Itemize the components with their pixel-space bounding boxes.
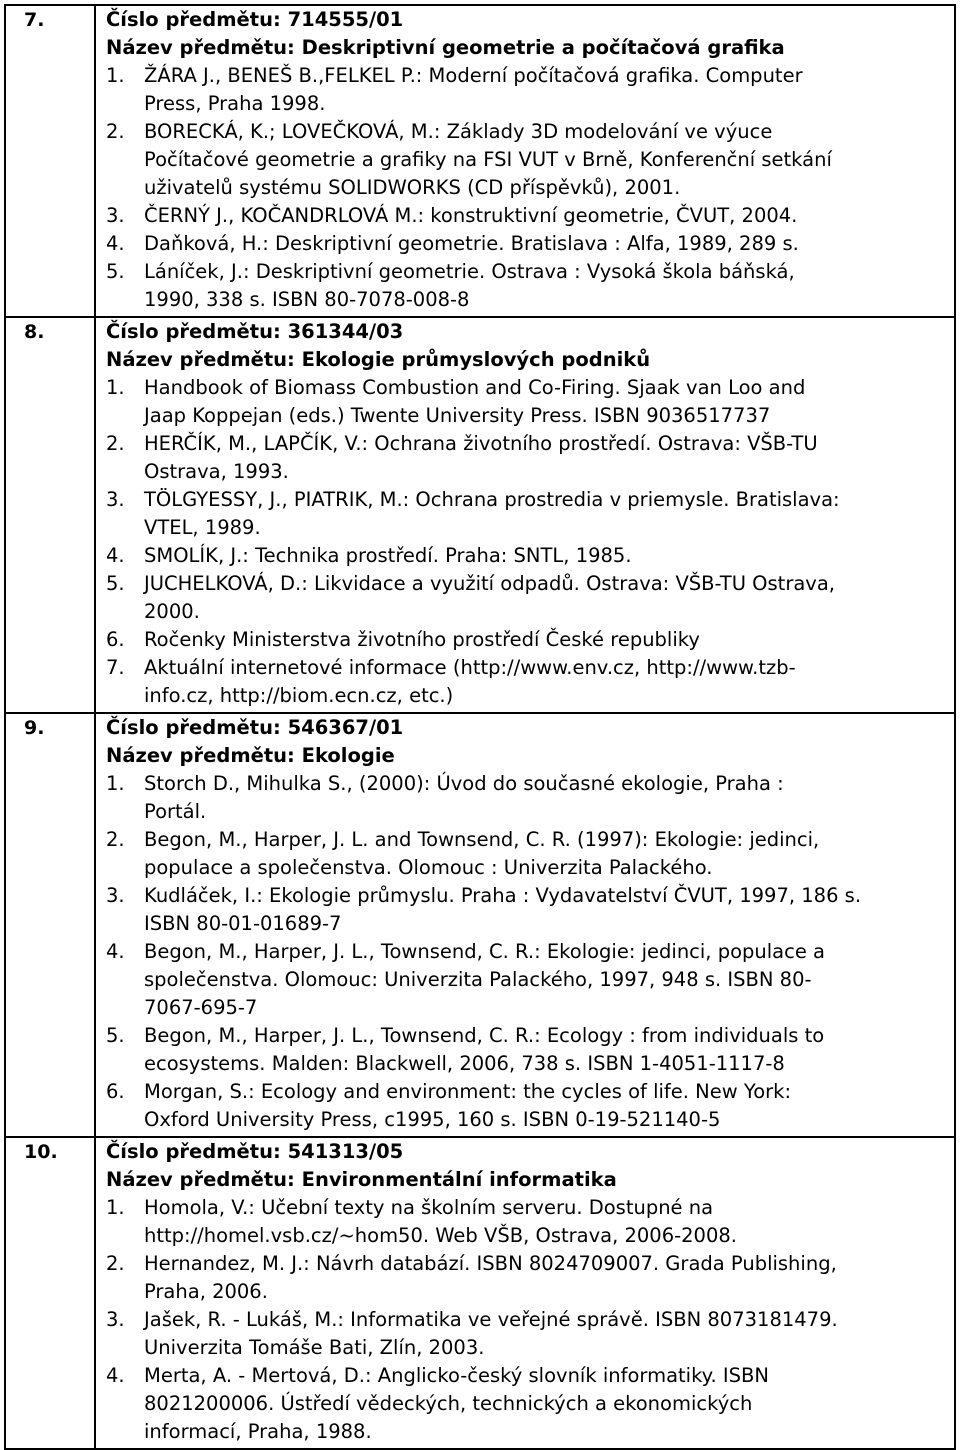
reference-line: Láníček, J.: Deskriptivní geometrie. Ostrava : Vysoká škola báňská,	[144, 260, 795, 283]
reference-line: Portál.	[144, 800, 207, 823]
reference-item	[106, 826, 946, 882]
reference-list	[106, 770, 946, 1134]
reference-index: 5.	[106, 1024, 125, 1047]
reference-item	[106, 1078, 946, 1134]
reference-item	[106, 570, 946, 626]
section-content-cell	[95, 5, 955, 317]
section-number-cell	[5, 713, 95, 1137]
reference-line: Begon, M., Harper, J. L., Townsend, C. R.: Ecology : from individuals to	[144, 1024, 825, 1047]
reference-line: HERČÍK, M., LAPČÍK, V.: Ochrana životního prostředí. Ostrava: VŠB-TU	[144, 432, 818, 455]
reference-line: Press, Praha 1998.	[144, 92, 326, 115]
reference-list	[106, 62, 946, 314]
reference-index: 4.	[106, 544, 125, 567]
section-number-cell	[5, 1137, 95, 1449]
reference-index: 3.	[106, 884, 125, 907]
reference-line: ecosystems. Malden: Blackwell, 2006, 738 s. ISBN 1-4051-1117-8	[144, 1052, 785, 1075]
course-name-heading: Název předmětu: Ekologie průmyslových podniků	[106, 348, 651, 371]
section-number-cell	[5, 317, 95, 713]
course-name-heading: Název předmětu: Ekologie	[106, 744, 395, 767]
reference-index: 2.	[106, 432, 125, 455]
reference-line: 2000.	[144, 600, 200, 623]
section-content-cell	[95, 713, 955, 1137]
reference-index: 1.	[106, 1196, 125, 1219]
reference-item	[106, 118, 946, 202]
reference-line: 8021200006. Ústředí vědeckých, technických a ekonomických	[144, 1392, 753, 1415]
reference-index: 3.	[106, 488, 125, 511]
reference-index: 5.	[106, 260, 125, 283]
course-name-heading: Název předmětu: Deskriptivní geometrie a počítačová grafika	[106, 36, 785, 59]
reference-list	[106, 1194, 946, 1446]
reference-line: SMOLÍK, J.: Technika prostředí. Praha: SNTL, 1985.	[144, 544, 632, 567]
reference-line: Begon, M., Harper, J. L., Townsend, C. R.: Ekologie: jedinci, populace a	[144, 940, 825, 963]
reference-item	[106, 882, 946, 938]
reference-line: http://homel.vsb.cz/~hom50. Web VŠB, Ostrava, 2006-2008.	[144, 1224, 737, 1247]
reference-line: Morgan, S.: Ecology and environment: the cycles of life. New York:	[144, 1080, 792, 1103]
course-code-heading: Číslo předmětu: 714555/01	[106, 8, 404, 31]
reference-list	[106, 374, 946, 710]
reference-item	[106, 1022, 946, 1078]
section-number-cell	[5, 5, 95, 317]
reference-line: Praha, 2006.	[144, 1280, 268, 1303]
reference-index: 1.	[106, 772, 125, 795]
reference-line: Storch D., Mihulka S., (2000): Úvod do současné ekologie, Praha :	[144, 772, 784, 795]
reference-line: Ročenky Ministerstva životního prostředí České republiky	[144, 628, 700, 651]
reference-line: společenstva. Olomouc: Univerzita Palackého, 1997, 948 s. ISBN 80-	[144, 968, 812, 991]
section-number: 7.	[24, 9, 45, 31]
reference-line: Počítačové geometrie a grafiky na FSI VUT v Brně, Konferenční setkání	[144, 148, 832, 171]
reference-line: Daňková, H.: Deskriptivní geometrie. Bratislava : Alfa, 1989, 289 s.	[144, 232, 799, 255]
section-number: 8.	[24, 321, 45, 343]
reference-index: 5.	[106, 572, 125, 595]
course-section-row	[5, 5, 955, 317]
section-content-cell	[95, 1137, 955, 1449]
reference-index: 7.	[106, 656, 125, 679]
course-section-row	[5, 713, 955, 1137]
reference-item	[106, 1362, 946, 1446]
section-content-cell	[95, 317, 955, 713]
reference-item	[106, 374, 946, 430]
reference-line: Kudláček, I.: Ekologie průmyslu. Praha : Vydavatelství ČVUT, 1997, 186 s.	[144, 884, 862, 907]
course-reference-table	[4, 4, 956, 1450]
course-name-heading: Název předmětu: Environmentální informatika	[106, 1168, 617, 1191]
reference-line: Ostrava, 1993.	[144, 460, 289, 483]
reference-item	[106, 202, 946, 230]
reference-line: VTEL, 1989.	[144, 516, 261, 539]
reference-index: 6.	[106, 628, 125, 651]
reference-item	[106, 486, 946, 542]
reference-line: Begon, M., Harper, J. L. and Townsend, C. R. (1997): Ekologie: jedinci,	[144, 828, 820, 851]
course-section-row	[5, 317, 955, 713]
reference-line: Merta, A. - Mertová, D.: Anglicko-český slovník informatiky. ISBN	[144, 1364, 769, 1387]
reference-line: 1990, 338 s. ISBN 80-7078-008-8	[144, 288, 470, 311]
reference-line: Aktuální internetové informace (http://www.env.cz, http://www.tzb-	[144, 656, 796, 679]
reference-index: 2.	[106, 1252, 125, 1275]
reference-item	[106, 626, 946, 654]
reference-line: Jašek, R. - Lukáš, M.: Informatika ve veřejné správě. ISBN 8073181479.	[144, 1308, 838, 1331]
reference-item	[106, 654, 946, 710]
reference-item	[106, 542, 946, 570]
reference-line: populace a společenstva. Olomouc : Univerzita Palackého.	[144, 856, 713, 879]
course-code-heading: Číslo předmětu: 361344/03	[106, 320, 404, 343]
reference-index: 2.	[106, 120, 125, 143]
reference-line: TÖLGYESSY, J., PIATRIK, M.: Ochrana prostredia v priemysle. Bratislava:	[144, 488, 840, 511]
reference-item	[106, 1250, 946, 1306]
reference-line: Handbook of Biomass Combustion and Co-Firing. Sjaak van Loo and	[144, 376, 806, 399]
reference-line: Homola, V.: Učební texty na školním serveru. Dostupné na	[144, 1196, 714, 1219]
reference-item	[106, 62, 946, 118]
reference-index: 3.	[106, 1308, 125, 1331]
reference-line: Jaap Koppejan (eds.) Twente University Press. ISBN 9036517737	[144, 404, 771, 427]
reference-item	[106, 430, 946, 486]
reference-item	[106, 1194, 946, 1250]
section-number: 10.	[24, 1141, 58, 1163]
reference-item	[106, 770, 946, 826]
reference-index: 1.	[106, 64, 125, 87]
reference-line: 7067-695-7	[144, 996, 258, 1019]
reference-index: 4.	[106, 232, 125, 255]
reference-line: informací, Praha, 1988.	[144, 1420, 372, 1443]
course-code-heading: Číslo předmětu: 541313/05	[106, 1140, 404, 1163]
reference-line: BORECKÁ, K.; LOVEČKOVÁ, M.: Základy 3D modelování ve výuce	[144, 120, 773, 143]
reference-index: 6.	[106, 1080, 125, 1103]
course-code-heading: Číslo předmětu: 546367/01	[106, 716, 404, 739]
reference-line: ŽÁRA J., BENEŠ B.,FELKEL P.: Moderní počítačová grafika. Computer	[144, 64, 803, 87]
reference-index: 4.	[106, 940, 125, 963]
reference-line: uživatelů systému SOLIDWORKS (CD příspěvků), 2001.	[144, 176, 681, 199]
section-number: 9.	[24, 717, 45, 739]
reference-line: JUCHELKOVÁ, D.: Likvidace a využití odpadů. Ostrava: VŠB-TU Ostrava,	[144, 572, 835, 595]
reference-line: Oxford University Press, c1995, 160 s. ISBN 0-19-521140-5	[144, 1108, 721, 1131]
reference-line: Univerzita Tomáše Bati, Zlín, 2003.	[144, 1336, 485, 1359]
reference-index: 4.	[106, 1364, 125, 1387]
reference-item	[106, 230, 946, 258]
reference-index: 3.	[106, 204, 125, 227]
reference-item	[106, 1306, 946, 1362]
reference-line: info.cz, http://biom.ecn.cz, etc.)	[144, 684, 454, 707]
reference-item	[106, 938, 946, 1022]
course-section-row	[5, 1137, 955, 1449]
reference-index: 1.	[106, 376, 125, 399]
reference-index: 2.	[106, 828, 125, 851]
reference-item	[106, 258, 946, 314]
reference-line: ISBN 80-01-01689-7	[144, 912, 342, 935]
reference-line: Hernandez, M. J.: Návrh databází. ISBN 8024709007. Grada Publishing,	[144, 1252, 837, 1275]
reference-line: ČERNÝ J., KOČANDRLOVÁ M.: konstruktivní geometrie, ČVUT, 2004.	[144, 204, 798, 227]
